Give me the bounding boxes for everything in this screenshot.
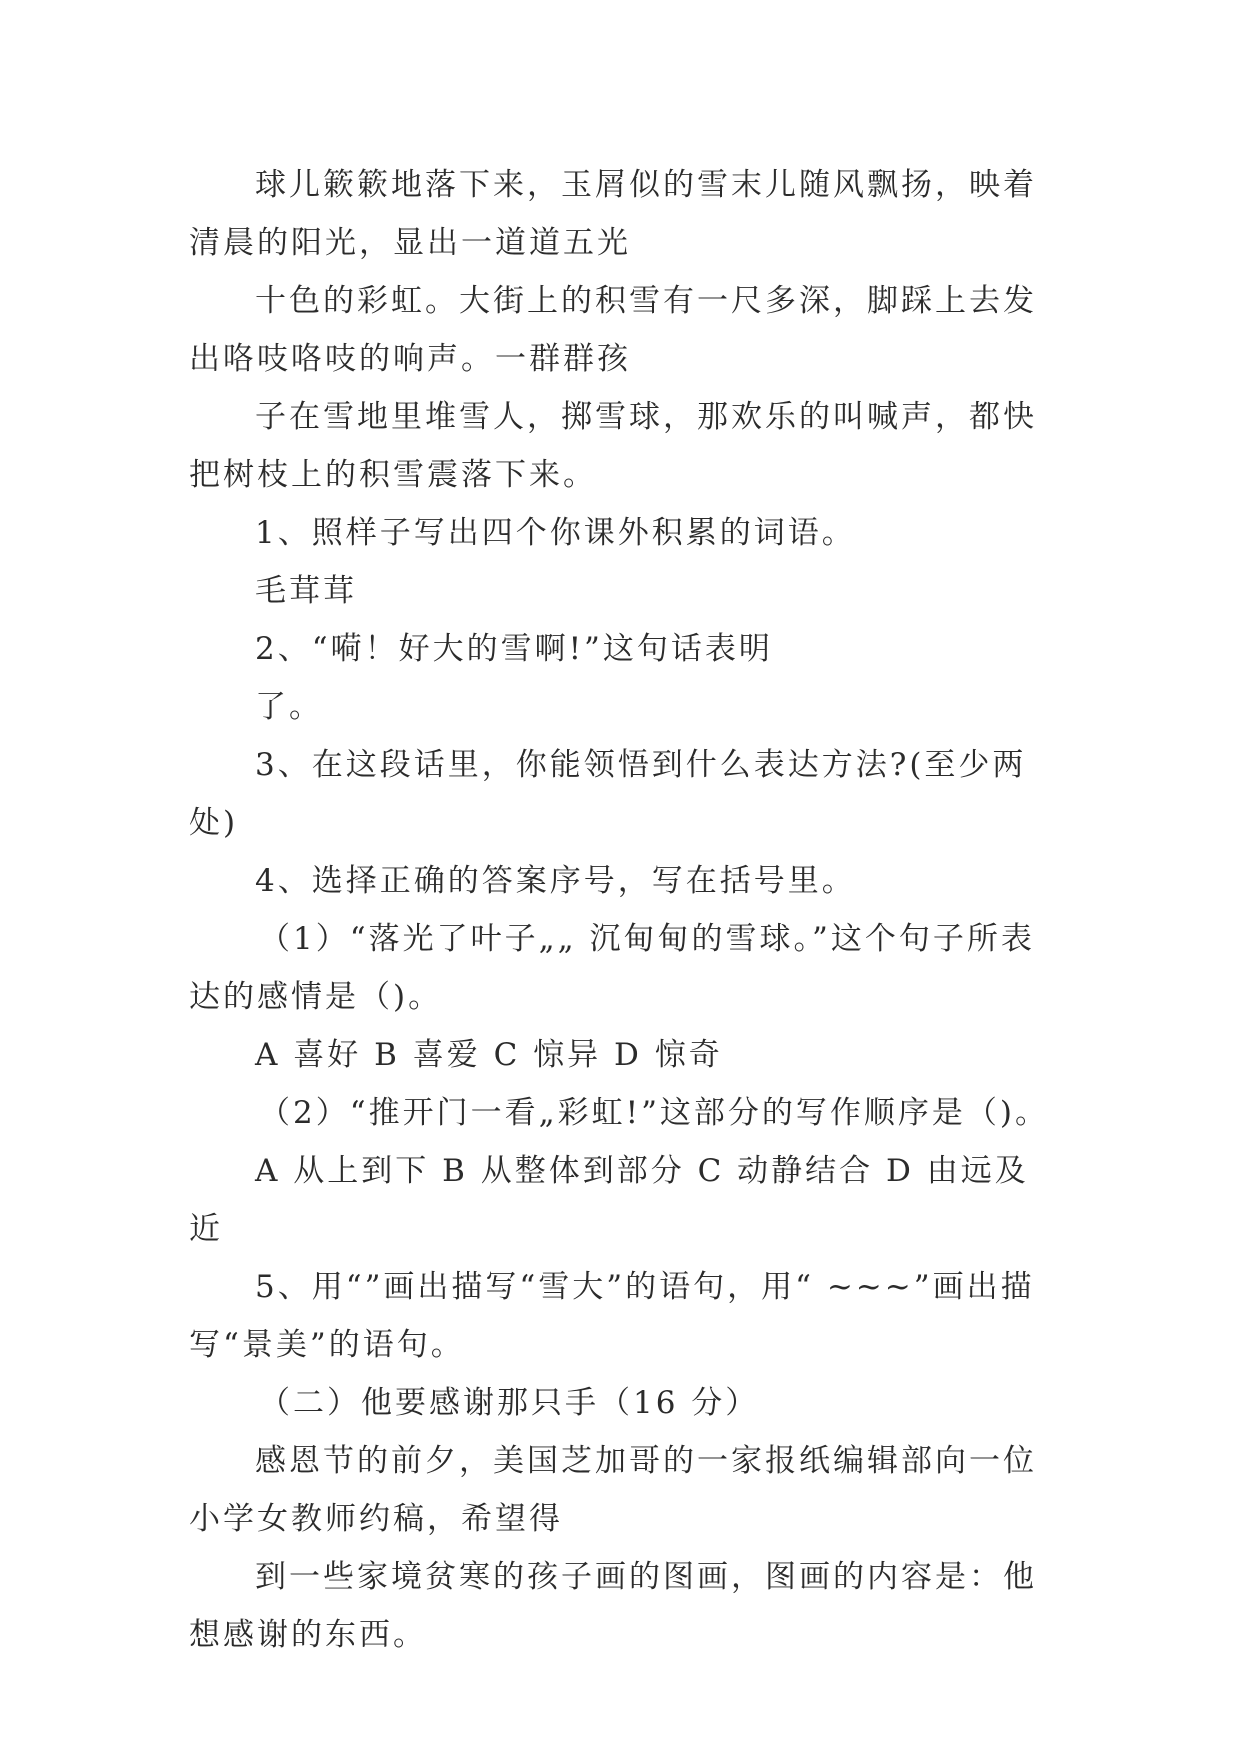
question-4-1-options: A 喜好 B 喜爱 C 惊异 D 惊奇 <box>255 1037 723 1073</box>
question-4-1: （1）“落光了叶子„„ 沉甸甸的雪球。”这个句子所表达的感情是（)。 <box>189 921 1035 1015</box>
paragraph: 子在雪地里堆雪人，掷雪球，那欢乐的叫喊声，都快把树枝上的积雪震落下来。 <box>189 399 1037 493</box>
paragraph: 到一些家境贫寒的孩子画的图画，图画的内容是：他想感谢的东西。 <box>189 1559 1037 1653</box>
paragraph: 感恩节的前夕，美国芝加哥的一家报纸编辑部向一位小学女教师约稿，希望得 <box>189 1443 1037 1537</box>
example-word: 毛茸茸 <box>255 573 357 609</box>
question-4-2: （2）“推开门一看„彩虹!”这部分的写作顺序是（)。 <box>259 1095 1050 1131</box>
section-heading: （二）他要感谢那只手（16 分） <box>259 1385 760 1421</box>
question-2: 2、“嗬！好大的雪啊!”这句话表明 <box>255 631 773 667</box>
question-4: 4、选择正确的答案序号，写在括号里。 <box>255 863 856 899</box>
question-2-continuation: 了。 <box>255 689 323 725</box>
question-5: 5、用“”画出描写“雪大”的语句，用“ ~~~”画出描写“景美”的语句。 <box>189 1269 1035 1363</box>
question-1: 1、照样子写出四个你课外积累的词语。 <box>255 515 856 551</box>
paragraph: 球儿簌簌地落下来，玉屑似的雪末儿随风飘扬，映着清晨的阳光，显出一道道五光 <box>189 167 1037 261</box>
paragraph: 十色的彩虹。大街上的积雪有一尺多深，脚踩上去发出咯吱咯吱的响声。一群群孩 <box>189 283 1037 377</box>
question-4-2-options: A 从上到下 B 从整体到部分 C 动静结合 D 由远及近 <box>189 1153 1029 1247</box>
question-3: 3、在这段话里，你能领悟到什么表达方法?(至少两处) <box>189 747 1027 841</box>
document-body <box>189 156 1054 1664</box>
